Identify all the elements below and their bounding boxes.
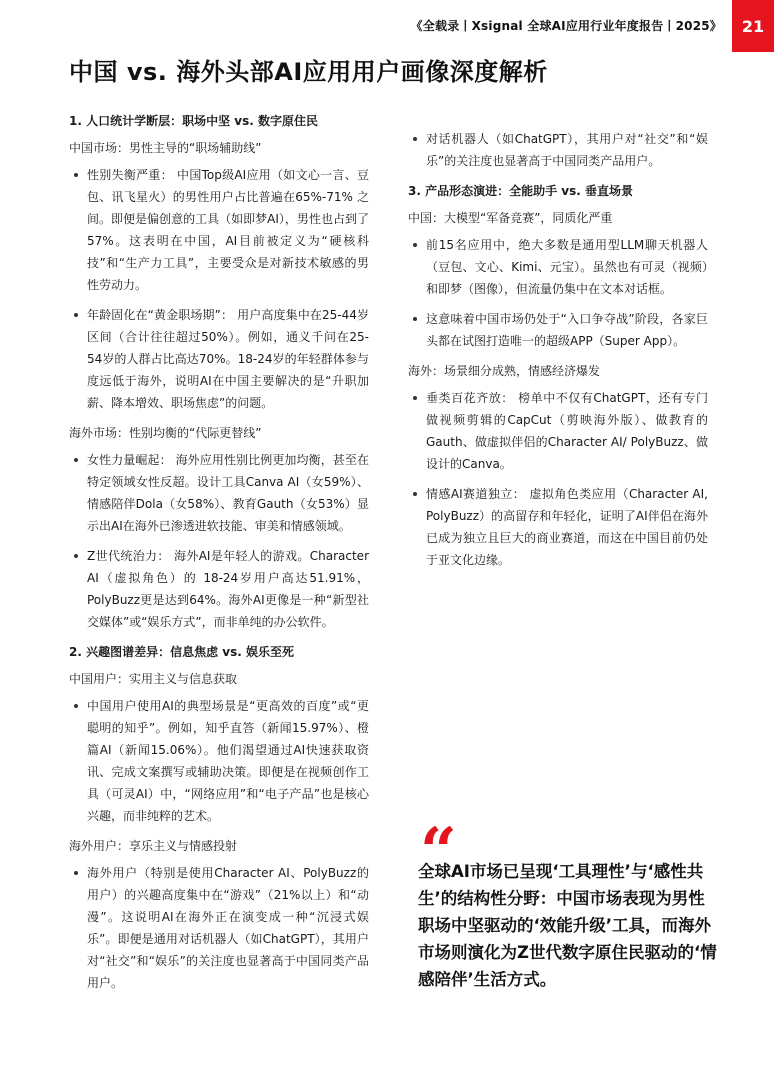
section-2-heading: 2. 兴趣图谱差异：信息焦虑 vs. 娱乐至死 bbox=[69, 645, 294, 659]
section-3-china-subheading: 中国：大模型“军备竞赛”，同质化严重 bbox=[408, 211, 613, 225]
right-column bbox=[408, 128, 708, 579]
section-2-china-list bbox=[69, 695, 369, 827]
list-item-text: 年龄固化在“黄金职场期”： 用户高度集中在25-44岁 区间（合计往往超过50%）。例如，通义千问在25-54岁的人群占比高达70%。18-24岁的年轻群体参与度远低于海外，说明AI在中国主要解决的是“升职加薪、降本增效、职场焦虑”的问题。 bbox=[87, 308, 369, 410]
section-1-overseas-subheading: 海外市场：性别均衡的“代际更替线” bbox=[69, 426, 262, 440]
bullet-icon bbox=[74, 704, 78, 708]
list-item-text: 情感AI赛道独立： 虚拟角色类应用（Character AI, PolyBuzz）的高留存和年轻化，证明了AI伴侣在海外已成为独立且巨大的商业赛道，而这在中国目前仍处于亚文化边缘。 bbox=[426, 487, 708, 567]
bullet-icon bbox=[74, 458, 78, 462]
bullet-icon bbox=[413, 243, 417, 247]
section-2-continued-list bbox=[408, 128, 708, 172]
list-item-text: 垂类百花齐放： 榜单中不仅有ChatGPT，还有专门做视频剪辑的CapCut（剪映海外版）、做教育的Gauth、做虚拟伴侣的Character AI/ PolyBuzz、做设计的Canva。 bbox=[426, 391, 708, 471]
list-item-text: 女性力量崛起： 海外应用性别比例更加均衡，甚至在特定领域女性反超。设计工具Canva AI（女59%）、情感陪伴Dola（女58%）、教育Gauth（女53%）显示出AI在海外已渗透进软技能、审美和情感领域。 bbox=[87, 453, 369, 533]
list-item-text: 海外用户（特别是使用Character AI、PolyBuzz的用户）的兴趣高度集中在“游戏”（21%以上）和“动漫”。这说明AI在海外正在演变成一种“沉浸式娱乐”。即便是通用对话机器人（如ChatGPT），其用户对“社交”和“娱乐”的关注度也显著高于中国同类产品用户。 bbox=[87, 866, 369, 990]
list-item-text: 中国用户使用AI的典型场景是“更高效的百度”或“更聪明的知乎”。例如，知乎直答（新闻15.97%）、橙篇AI（新闻15.06%）。他们渴望通过AI快速获取资讯、完成文案撰写或辅助决策。即便是在视频创作工具（可灵AI）中，“网络应用”和“电子产品”也是核心兴趣，而非纯粹的艺术。 bbox=[87, 699, 369, 823]
list-item bbox=[408, 387, 708, 475]
bullet-icon bbox=[74, 313, 78, 317]
section-2-china-subheading: 中国用户：实用主义与信息获取 bbox=[69, 672, 238, 686]
list-item-text: 性别失衡严重： 中国Top级AI应用（如文心一言、豆包、讯飞星火）的男性用户占比普遍在65%-71% 之间。即便是偏创意的工具（如即梦AI），男性也占到了57%。这表明在中国，AI目前被定义为“硬核科技”和“生产力工具”，主要受众是对新技术敏感的男性劳动力。 bbox=[87, 168, 369, 292]
section-1-overseas-list bbox=[69, 449, 369, 633]
page-number-badge: 21 bbox=[732, 0, 774, 52]
quote-icon: “ bbox=[420, 814, 457, 889]
report-header: 《全载录丨Xsignal 全球AI应用行业年度报告丨2025》 bbox=[410, 19, 722, 33]
bullet-icon bbox=[413, 396, 417, 400]
section-2-overseas-subheading: 海外用户：享乐主义与情感投射 bbox=[69, 839, 238, 853]
list-item bbox=[69, 449, 369, 537]
list-item bbox=[408, 483, 708, 571]
bullet-icon bbox=[74, 173, 78, 177]
list-item bbox=[408, 308, 708, 352]
section-2-overseas-list bbox=[69, 862, 369, 994]
list-item bbox=[408, 234, 708, 300]
section-3-china-list bbox=[408, 234, 708, 352]
bullet-icon bbox=[74, 554, 78, 558]
list-item bbox=[69, 695, 369, 827]
left-column bbox=[69, 110, 369, 1002]
list-item-text: 对话机器人（如ChatGPT），其用户对“社交”和“娱乐”的关注度也显著高于中国同类产品用户。 bbox=[426, 132, 708, 168]
section-1-china-subheading: 中国市场：男性主导的“职场辅助线” bbox=[69, 141, 262, 155]
bullet-icon bbox=[74, 871, 78, 875]
list-item-text: Z世代统治力： 海外AI是年轻人的游戏。Character AI（虚拟角色）的 18-24岁用户高达51.91%，PolyBuzz更是达到64%。海外AI更像是一种“新型社交媒体”或“娱乐方式”，而非单纯的办公软件。 bbox=[87, 549, 369, 629]
pull-quote: 全球AI市场已呈现‘工具理性’与‘感性共生’的结构性分野：中国市场表现为男性职场中坚驱动的‘效能升级’工具，而海外市场则演化为Z世代数字原住民驱动的‘情感陪伴’生活方式。 bbox=[418, 862, 717, 989]
list-item bbox=[69, 304, 369, 414]
bullet-icon bbox=[413, 492, 417, 496]
section-1-china-list bbox=[69, 164, 369, 414]
list-item bbox=[408, 128, 708, 172]
list-item bbox=[69, 164, 369, 296]
list-item-text: 前15名应用中，绝大多数是通用型LLM聊天机器人（豆包、文心、Kimi、元宝）。虽然也有可灵（视频）和即梦（图像），但流量仍集中在文本对话框。 bbox=[426, 238, 708, 296]
section-3-overseas-subheading: 海外：场景细分成熟，情感经济爆发 bbox=[408, 364, 601, 378]
page-title: 中国 vs. 海外头部AI应用用户画像深度解析 bbox=[69, 58, 548, 86]
section-3-heading: 3. 产品形态演进：全能助手 vs. 垂直场景 bbox=[408, 184, 633, 198]
list-item-text: 这意味着中国市场仍处于“入口争夺战”阶段，各家巨头都在试图打造唯一的超级APP（Super App）。 bbox=[426, 312, 708, 348]
bullet-icon bbox=[413, 137, 417, 141]
bullet-icon bbox=[413, 317, 417, 321]
section-3-overseas-list bbox=[408, 387, 708, 571]
section-1-heading: 1. 人口统计学断层：职场中坚 vs. 数字原住民 bbox=[69, 114, 318, 128]
list-item bbox=[69, 545, 369, 633]
list-item bbox=[69, 862, 369, 994]
